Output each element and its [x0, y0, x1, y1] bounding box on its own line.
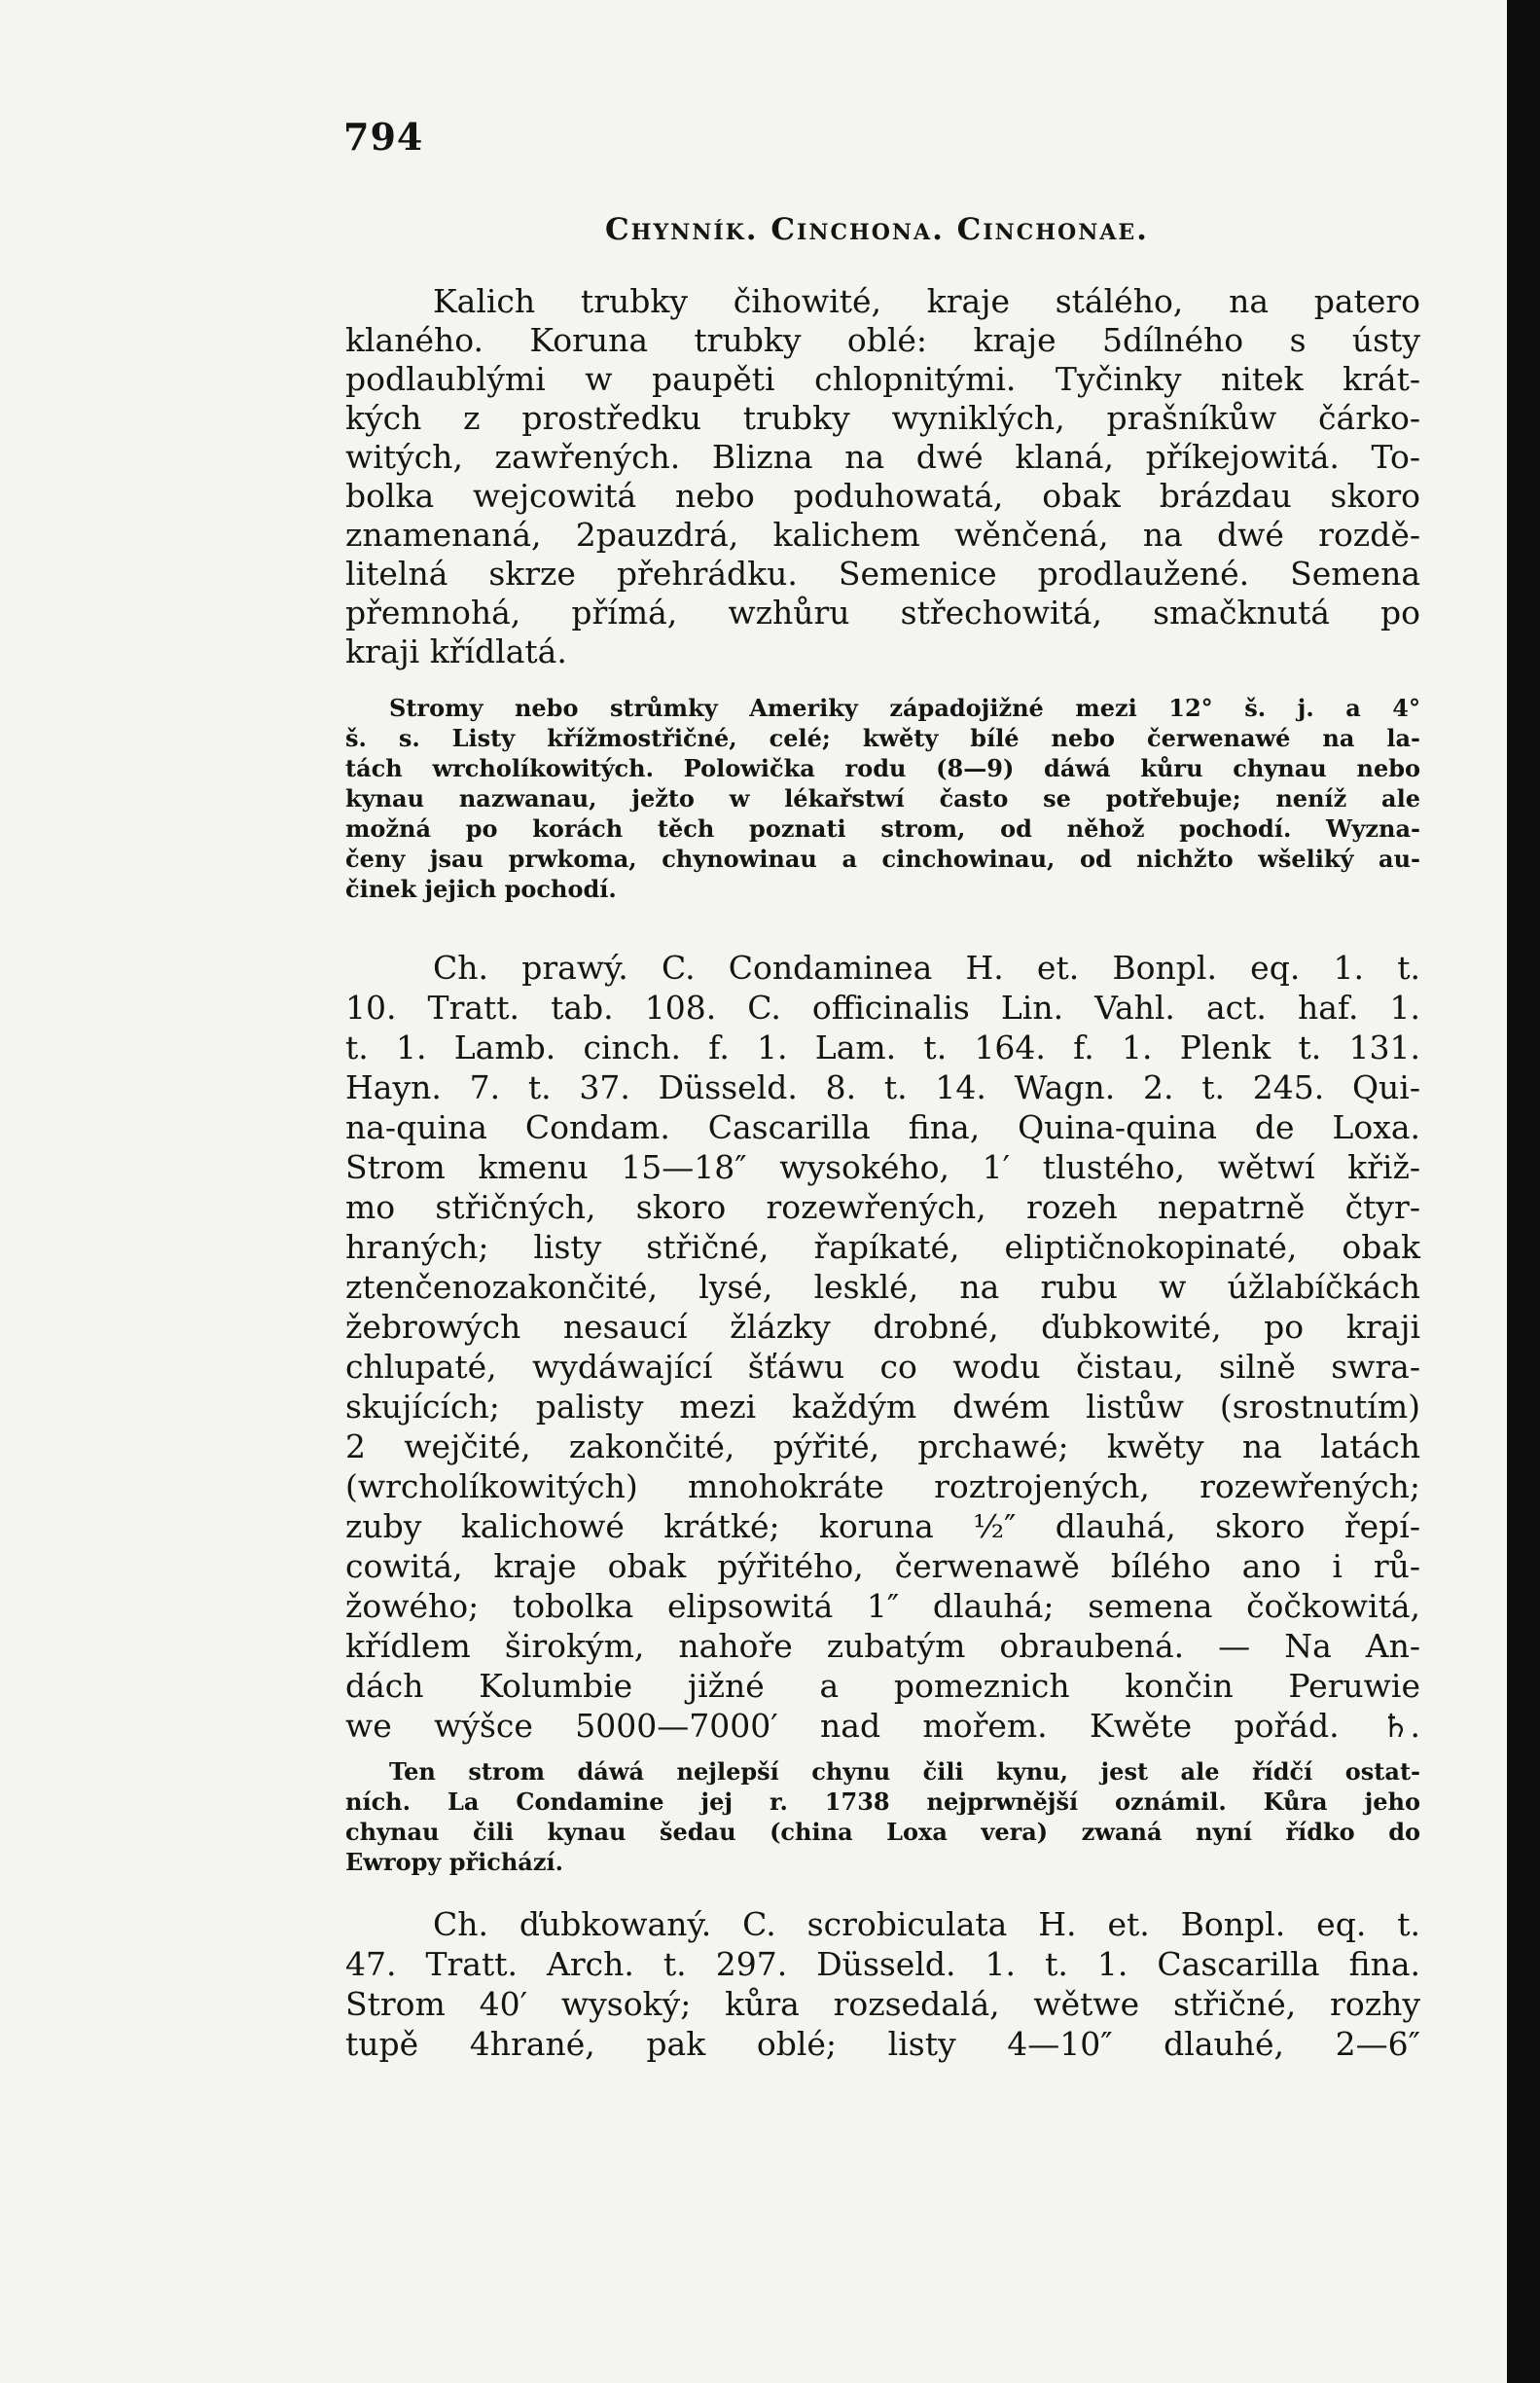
note-line: tách wrcholíkowitých. Polowička rodu (8—9) dáwá kůru chynau nebo [345, 754, 1420, 782]
note-line: Ten strom dáwá nejlepší chynu čili kynu, jest ale řídčí ostat- [389, 1757, 1420, 1786]
species-line: dách Kolumbie jižné a pomeznich končin Peruwie [345, 1667, 1420, 1705]
running-head: Chynník. Cinchona. Cinchonae. [605, 212, 1149, 247]
page-number: 794 [343, 115, 424, 159]
text-line: litelná skrze přehrádku. Semenice prodlaužené. Semena [345, 555, 1420, 593]
species-line: 10. Tratt. tab. 108. C. officinalis Lin. Vahl. act. haf. 1. [345, 989, 1420, 1027]
species-line: žowého; tobolka elipsowitá 1″ dlauhá; semena čočkowitá, [345, 1587, 1420, 1625]
text-line: bolka wejcowitá nebo poduhowatá, obak brázdau skoro [345, 477, 1420, 515]
text-line: Kalich trubky čihowité, kraje stálého, na patero [433, 282, 1420, 320]
species-line: Strom 40′ wysoký; kůra rozsedalá, wětwe střičné, rozhy [345, 1985, 1420, 2023]
text-line: witých, zawřených. Blizna na dwé klaná, příkejowitá. To- [345, 438, 1420, 476]
species-line: skujících; palisty mezi každým dwém listůw (srostnutím) [345, 1388, 1420, 1426]
note-line: činek jejich pochodí. [345, 875, 617, 903]
note-line: kynau nazwanau, ježto w lékařstwí často se potřebuje; neníž ale [345, 784, 1420, 812]
species-line: Strom kmenu 15—18″ wysokého, 1′ tlustého, wětwí křiž- [345, 1148, 1420, 1186]
species-line: na-quina Condam. Cascarilla fina, Quina-quina de Loxa. [345, 1108, 1420, 1146]
note-line: možná po korách těch poznati strom, od něhož pochodí. Wyzna- [345, 814, 1420, 843]
note-line: Ewropy přichází. [345, 1848, 563, 1876]
species-line: (wrcholíkowitých) mnohokráte roztrojených, rozewřených; [345, 1467, 1420, 1505]
species-line: Hayn. 7. t. 37. Düsseld. 8. t. 14. Wagn. 2. t. 245. Qui- [345, 1068, 1420, 1106]
note-line: Stromy nebo strůmky Ameriky západojižné mezi 12° š. j. a 4° [389, 694, 1420, 722]
note-line: chynau čili kynau šedau (china Loxa vera) zwaná nyní řídko do [345, 1818, 1420, 1846]
species-line: we wýšce 5000—7000′ nad mořem. Kwěte pořád. ♄. [345, 1707, 1420, 1745]
species-line: mo střičných, skoro rozewřených, rozeh nepatrně čtyr- [345, 1188, 1420, 1226]
text-line: kraji křídlatá. [345, 632, 567, 670]
species-line: t. 1. Lamb. cinch. f. 1. Lam. t. 164. f. 1. Plenk t. 131. [345, 1029, 1420, 1066]
text-line: znamenaná, 2pauzdrá, kalichem wěnčená, na dwé rozdě- [345, 516, 1420, 554]
note-line: čeny jsau prwkoma, chynowinau a cinchowinau, od nichžto wšeliký au- [345, 845, 1420, 873]
species-line: křídlem širokým, nahoře zubatým obraubená. — Na An- [345, 1627, 1420, 1665]
species-line: hraných; listy střičné, řapíkaté, eliptičnokopinaté, obak [345, 1228, 1420, 1266]
text-line: přemnohá, přímá, wzhůru střechowitá, smačknutá po [345, 594, 1420, 632]
species-line: žebrowých nesaucí žlázky drobné, ďubkowité, po kraji [345, 1308, 1420, 1346]
species-line: zuby kalichowé krátké; koruna ½″ dlauhá, skoro řepí- [345, 1507, 1420, 1545]
species-line: 47. Tratt. Arch. t. 297. Düsseld. 1. t. 1. Cascarilla fina. [345, 1945, 1420, 1983]
text-line: klaného. Koruna trubky oblé: kraje 5dílného s ústy [345, 321, 1420, 359]
text-line: podlaublými w paupěti chlopnitými. Tyčinky nitek krát- [345, 360, 1420, 398]
species-line: tupě 4hrané, pak oblé; listy 4—10″ dlauhé, 2—6″ [345, 2025, 1420, 2063]
note-line: š. s. Listy křížmostřičné, celé; kwěty bílé nebo čerwenawé na la- [345, 724, 1420, 752]
species-line: cowitá, kraje obak pýřitého, čerwenawě bílého ano i rů- [345, 1547, 1420, 1585]
species-line: 2 wejčité, zakončité, pýřité, prchawé; kwěty na latách [345, 1427, 1420, 1465]
species-line: Ch. ďubkowaný. C. scrobiculata H. et. Bonpl. eq. t. [433, 1905, 1420, 1943]
text-line: kých z prostředku trubky wyniklých, prašníkůw čárko- [345, 399, 1420, 437]
species-line: Ch. prawý. C. Condaminea H. et. Bonpl. eq. 1. t. [433, 949, 1420, 987]
species-line: ztenčenozakončité, lysé, lesklé, na rubu w úžlabíčkách [345, 1268, 1420, 1306]
scan-edge [1507, 0, 1540, 2383]
note-line: ních. La Condamine jej r. 1738 nejprwnější oznámil. Kůra jeho [345, 1787, 1420, 1816]
species-line: chlupaté, wydáwající šťáwu co wodu čistau, silně swra- [345, 1348, 1420, 1386]
